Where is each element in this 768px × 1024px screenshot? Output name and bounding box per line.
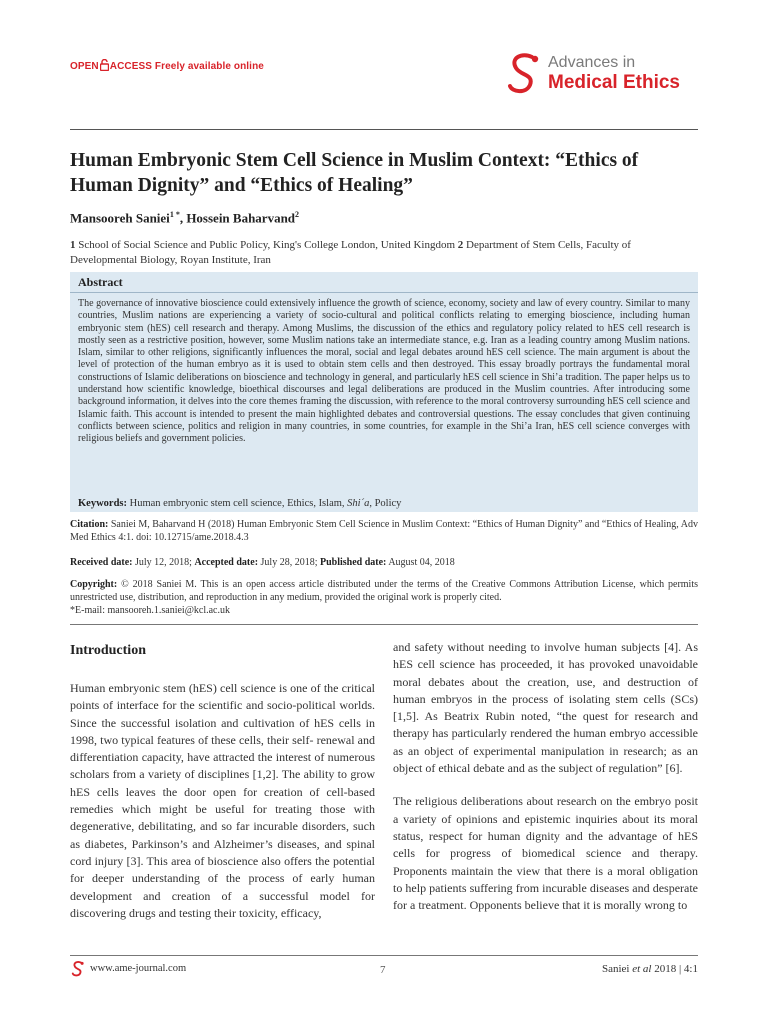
corresponding-email[interactable]: *E-mail: mansooreh.1.saniei@kcl.ac.uk xyxy=(70,605,230,616)
running-citation-rest: 2018 | 4:1 xyxy=(651,963,698,975)
running-citation-etal: et al xyxy=(632,963,652,975)
paragraph: The religious deliberations about research on the embryo posit a variety of opinions and epistemic inquiries about its moral status, respect for human dignity and the advantage of hES cells for progress of biomedical science and therapy. Proponents maintain the view that there is a moral obligation to help patients suffering from incurable diseases and desperate for a treatment. Opponents believe that it is morally wrong to xyxy=(393,794,698,913)
abstract-heading-divider xyxy=(70,292,698,293)
author-2-affiliation-mark: 2 xyxy=(295,210,300,219)
article-title: Human Embryonic Stem Cell Science in Muslim Context: “Ethics of Human Dignity” and “Ethics of Healing” xyxy=(70,150,639,196)
running-citation xyxy=(602,963,698,975)
abstract-text: The governance of innovative bioscience could extensively influence the growth of science, economy, society and law of every country. Similar to many countries, Muslim nations are experiencing a variety of socio-cultural and political conflicts relating to emerging bioscience, including human embryonic stem (hES) cell research and therapy. Among Muslims, the discussion of the ethics and regulatory policy related to hES cell research is mostly seen as a restrictive position, however, some Muslim nations take an intermediate stance, e.g. Iran as a leading country among Muslim nations. Islam, similar to other religions, significantly influences the moral, social and legal debates around hES cell science. The main argument is about the level of protection of the human embryo as it is used to obtain stem cells and then destroyed. This essay broadly portrays the fundamental moral constructions of Islamic deliberations on bioscience and technology in general, and particularly hES cell science in Shi’a tradition. The paper helps us to understand how scientific knowledge, bioethical discourses and legal deliberations are produced in the Muslim countries. After introducing some background information, it delves into the core themes framing the discussion, with reference to the moral controversy surrounding hES cell science and Islamic faith. This account is intended to present the main highlighted debates and controversial questions. The essay concludes that given continuing conflicts between science, politics and religion in many countries, in some countries, for example in the Shi’a Iran, hES cell science converges with religious beliefs and government policies. xyxy=(78,298,690,445)
abstract-heading: Abstract xyxy=(78,275,123,289)
keywords-italic: Shi´a xyxy=(347,498,370,509)
author-1: Mansooreh Saniei xyxy=(70,210,170,226)
affiliation-1-number: 1 xyxy=(70,239,76,251)
logo-advances-in: Advances in xyxy=(548,54,636,71)
paragraph: Human embryonic stem (hES) cell science is one of the critical points of interface for the scientific and socio-political worlds. Since the successful isolation and cultivation of hES cells in 1998, two typical features of these cells, their self- renewal and differentiation capacity, have attracted the interest of numerous scholars from a variety of disciplines [1,2]. The ability to grow hES cells leaves the door open for creation of cell-based remedies which might be useful for treating those with degenerative, debilitating, and so far incurable disorders, such as diabetes, Parkinson’s and Alzheimer’s diseases, and spinal cord injury [3]. This area of bioscience also offers the potential for deeper understanding of the process of early human development and creation of a successful model for discovering drugs and testing their toxicity, efficacy, xyxy=(70,681,375,920)
journal-logo xyxy=(504,50,704,100)
copyright-text: © 2018 Saniei M. This is an open access article distributed under the terms of the Creative Commons Attribution License, which permits unrestricted use, distribution, and reproduction in any medium, provided the original work is properly cited. xyxy=(70,579,698,603)
section-heading-introduction: Introduction xyxy=(70,643,146,658)
logo-medical-ethics: Medical Ethics xyxy=(548,72,680,93)
received-label: Received date: xyxy=(70,557,133,568)
keywords-text: Human embryonic stem cell science, Ethics, Islam, xyxy=(127,498,348,509)
header-divider xyxy=(70,129,698,130)
author-separator: , xyxy=(179,210,187,226)
citation xyxy=(70,518,698,544)
copyright xyxy=(70,578,698,617)
author-list xyxy=(70,210,299,226)
left-column xyxy=(70,680,375,922)
body-divider xyxy=(70,624,698,625)
citation-text: Saniei M, Baharvand H (2018) Human Embryonic Stem Cell Science in Muslim Context: “Ethics of Human Dignity” and “Ethics of Healing, Adv Med Ethics 4:1. doi: 10.12715/ame.2018.4.3 xyxy=(70,519,698,543)
running-citation-author: Saniei xyxy=(601,963,633,975)
journal-website-link[interactable]: www.ame-journal.com xyxy=(90,963,187,974)
published-value: August 04, 2018 xyxy=(386,557,455,568)
affiliation-1: School of Social Science and Public Policy, King's College London, United Kingdom xyxy=(75,239,458,251)
keywords xyxy=(78,498,401,509)
keywords-end: , Policy xyxy=(369,498,402,509)
abstract-box xyxy=(70,272,698,512)
author-2: Hossein Baharvand xyxy=(186,210,296,226)
oa-open-label: OPEN xyxy=(70,61,99,72)
right-column xyxy=(393,639,698,914)
paragraph: and safety without needing to involve human subjects [4]. As hES cell science has proceeded, it has provoked unavoidable moral debates about the creation, use, and destruction of human embryos in the process of isolating stem cells (SCs) [1,5]. As Beatrix Rubin noted, “the quest for research and therapy has particularly rendered the human embryo accessible as an object of experimental manipulation in research; as an object of ethical debate and as the subject of regulation” [6]. xyxy=(393,640,698,776)
affiliation-2: Department of Stem Cells, Faculty of Developmental Biology, Royan Institute, Iran xyxy=(70,239,631,266)
page-number: 7 xyxy=(380,964,386,976)
ame-logo-icon xyxy=(70,960,86,983)
article-dates xyxy=(70,556,698,569)
keywords-label: Keywords: xyxy=(78,498,127,509)
citation-label: Citation: xyxy=(70,519,109,530)
open-access-badge xyxy=(70,59,264,74)
oa-freely-available: Freely available online xyxy=(154,61,264,72)
affiliations xyxy=(70,238,700,268)
oa-access-label: ACCESS xyxy=(109,61,153,72)
open-lock-icon xyxy=(100,59,109,74)
received-value: July 12, 2018; xyxy=(132,557,195,568)
published-label: Published date: xyxy=(319,557,387,568)
accepted-label: Accepted date: xyxy=(194,557,259,568)
footer-divider xyxy=(70,955,698,956)
copyright-label: Copyright: xyxy=(70,579,118,590)
affiliation-2-number: 2 xyxy=(457,239,464,251)
accepted-value: July 28, 2018; xyxy=(258,557,320,568)
ame-logo-icon xyxy=(504,50,544,98)
author-1-affiliation-mark: 1 * xyxy=(169,210,180,219)
